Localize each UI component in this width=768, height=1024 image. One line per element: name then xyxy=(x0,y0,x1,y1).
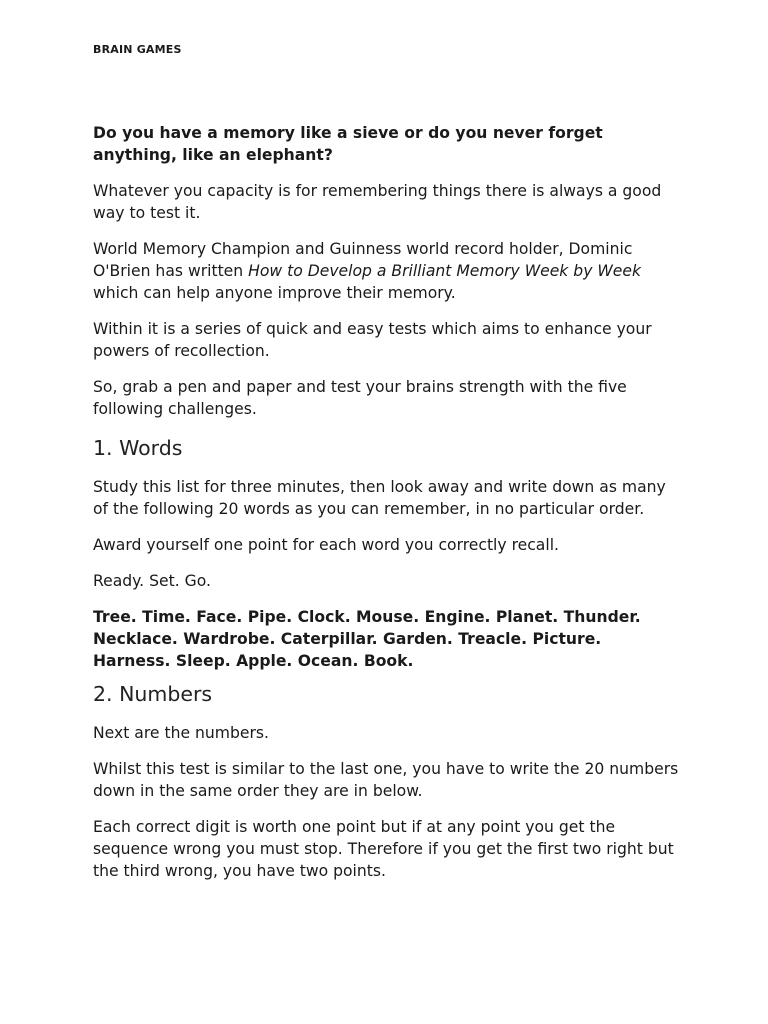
numbers-paragraph-1: Next are the numbers. xyxy=(93,724,269,742)
intro-p2-after: which can help anyone improve their memory. xyxy=(93,284,456,302)
section-heading-numbers: 2. Numbers xyxy=(93,682,213,706)
intro-paragraph-4: So, grab a pen and paper and test your brains strength with the five following challenges. xyxy=(93,378,627,418)
book-title: How to Develop a Brilliant Memory Week by Week xyxy=(248,262,642,280)
article-body xyxy=(93,122,683,896)
numbers-paragraph-3: Each correct digit is worth one point but if at any point you get the sequence wrong you must stop. Therefore if you get the first two right but the third wrong, you have two points. xyxy=(93,818,674,880)
word-list: Tree. Time. Face. Pipe. Clock. Mouse. Engine. Planet. Thunder. Necklace. Wardrobe. Caterpillar. Garden. Treacle. Picture. Harness. Sleep. Apple. Ocean. Book. xyxy=(93,608,641,670)
section-heading-words: 1. Words xyxy=(93,436,183,460)
words-paragraph-3: Ready. Set. Go. xyxy=(93,572,211,590)
lead-question: Do you have a memory like a sieve or do you never forget anything, like an elephant? xyxy=(93,124,603,164)
intro-paragraph-2 xyxy=(93,238,683,304)
page-header: BRAIN GAMES xyxy=(93,43,182,56)
intro-p2-before: World Memory Champion and Guinness world record holder, Dominic O'Brien has written xyxy=(93,240,633,280)
intro-paragraph-1: Whatever you capacity is for remembering things there is always a good way to test it. xyxy=(93,182,662,222)
numbers-paragraph-2: Whilst this test is similar to the last one, you have to write the 20 numbers down in the same order they are in below. xyxy=(93,760,679,800)
intro-paragraph-3: Within it is a series of quick and easy tests which aims to enhance your powers of recollection. xyxy=(93,320,652,360)
words-paragraph-2: Award yourself one point for each word you correctly recall. xyxy=(93,536,559,554)
words-paragraph-1: Study this list for three minutes, then look away and write down as many of the following 20 words as you can remember, in no particular order. xyxy=(93,478,666,518)
